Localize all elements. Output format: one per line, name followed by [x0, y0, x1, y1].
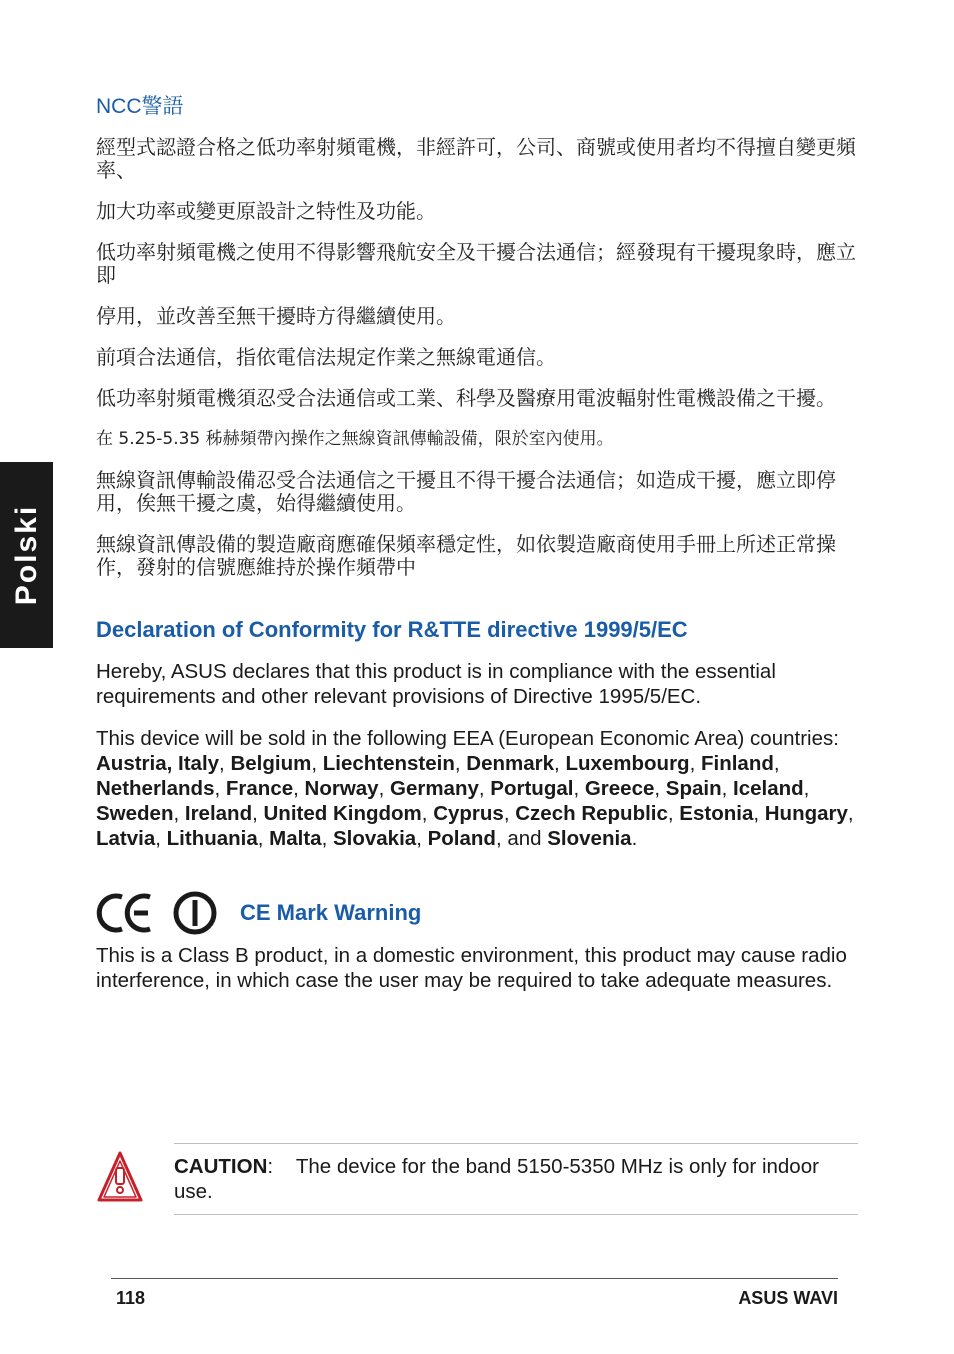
countries: Austria, Italy, Belgium, Liechtenstein, Denmark, Luxembourg, Finland, Netherlands, France, Norway, Germany, Portugal, Greece, Spain, Iceland, Sweden, Ireland, United Kingdom, Cyprus, Czech Republic, Estonia, Hungary, Latvia, Lithuania, Malta, Slovakia, Poland, and Slovenia.	[96, 752, 854, 850]
country-intro: This device will be sold in the following EEA (European Economic Area) countries:	[96, 727, 839, 750]
country-name: Germany	[390, 777, 479, 800]
footer-divider	[111, 1278, 838, 1279]
product-name: ASUS WAVI	[738, 1288, 838, 1308]
caution-message: The device for the band 5150-5350 MHz is only for indoor use.	[174, 1155, 819, 1203]
country-name: Latvia	[96, 827, 156, 850]
country-name: Liechtenstein	[322, 752, 455, 775]
caution-icon	[96, 1150, 144, 1209]
ncc-paragraph: 低功率射頻電機須忍受合法通信或工業、科學及醫療用電波輻射性電機設備之干擾。	[96, 386, 836, 410]
language-side-tab	[0, 462, 53, 648]
country-name: Netherlands	[96, 777, 215, 800]
country-name: Slovenia	[547, 827, 632, 850]
caution-label: CAUTION	[174, 1155, 268, 1178]
ncc-paragraph: 在 5.25-5.35 秭赫頻帶內操作之無線資訊傳輸設備，限於室內使用。	[96, 429, 614, 449]
country-name: Luxembourg	[565, 752, 690, 775]
ncc-paragraph: 低功率射頻電機之使用不得影響飛航安全及干擾合法通信；經發現有干擾現象時，應立即	[96, 240, 856, 287]
caution-box	[174, 1143, 858, 1215]
country-name: Denmark	[466, 752, 555, 775]
country-name: Slovakia	[332, 827, 417, 850]
country-name: Estonia	[679, 802, 754, 825]
ncc-paragraph: 經型式認證合格之低功率射頻電機，非經許可，公司、商號或使用者均不得擅自變更頻率、	[96, 135, 856, 182]
country-name: Czech Republic	[515, 802, 668, 825]
page-number: 118	[116, 1288, 146, 1308]
country-name: Portugal	[490, 777, 574, 800]
country-list	[96, 726, 858, 851]
country-name: Ireland	[184, 802, 253, 825]
ncc-paragraph: 前項合法通信，指依電信法規定作業之無線電通信。	[96, 345, 556, 369]
caution-text: CAUTION: The device for the band 5150-5350 MHz is only for indoor use.	[174, 1155, 819, 1203]
country-name: United Kingdom	[263, 802, 422, 825]
ncc-title: NCC警語	[96, 95, 184, 118]
country-name: Greece	[584, 777, 655, 800]
and-word: and	[507, 827, 548, 850]
ce-text: This is a Class B product, in a domestic environment, this product may cause radio interference, in which case the user may be required to take adequate measures.	[96, 944, 847, 992]
country-name: Iceland	[733, 777, 804, 800]
alert-class-icon	[170, 891, 220, 935]
svg-text:CE: CE	[96, 891, 98, 892]
doc-paragraph: Hereby, ASUS declares that this product is in compliance with the essential requirements and other relevant provisions of Directive 1995/5/EC.	[96, 660, 776, 708]
language-tab-label: Polski	[9, 504, 43, 606]
country-name: Belgium	[230, 752, 312, 775]
country-name: Malta	[269, 827, 322, 850]
country-name: Lithuania	[166, 827, 258, 850]
main-content	[96, 92, 858, 1010]
country-name: Sweden	[96, 802, 174, 825]
ce-mark-icon	[96, 891, 156, 935]
ce-heading-row	[96, 891, 858, 935]
ncc-paragraph: 停用，並改善至無干擾時方得繼續使用。	[96, 304, 456, 328]
country-name: Cyprus	[433, 802, 504, 825]
country-name: France	[225, 777, 294, 800]
doc-heading: Declaration of Conformity for R&TTE directive 1999/5/EC	[96, 617, 688, 642]
country-name: Spain	[665, 777, 722, 800]
ncc-paragraph: 無線資訊傳設備的製造廠商應確保頻率穩定性，如依製造廠商使用手冊上所述正常操作，發射的信號應維持於操作頻帶中	[96, 532, 836, 579]
ce-title: CE Mark Warning	[240, 900, 422, 925]
ncc-paragraph: 無線資訊傳輸設備忍受合法通信之干擾且不得干擾合法通信；如造成干擾，應立即停用，俟無干擾之虞，始得繼續使用。	[96, 468, 836, 515]
country-name: Poland	[427, 827, 496, 850]
country-name: Finland	[701, 752, 774, 775]
ncc-paragraph: 加大功率或變更原設計之特性及功能。	[96, 199, 436, 223]
country-name: Austria, Italy	[96, 752, 220, 775]
country-name: Norway	[304, 777, 379, 800]
country-name: Hungary	[764, 802, 848, 825]
